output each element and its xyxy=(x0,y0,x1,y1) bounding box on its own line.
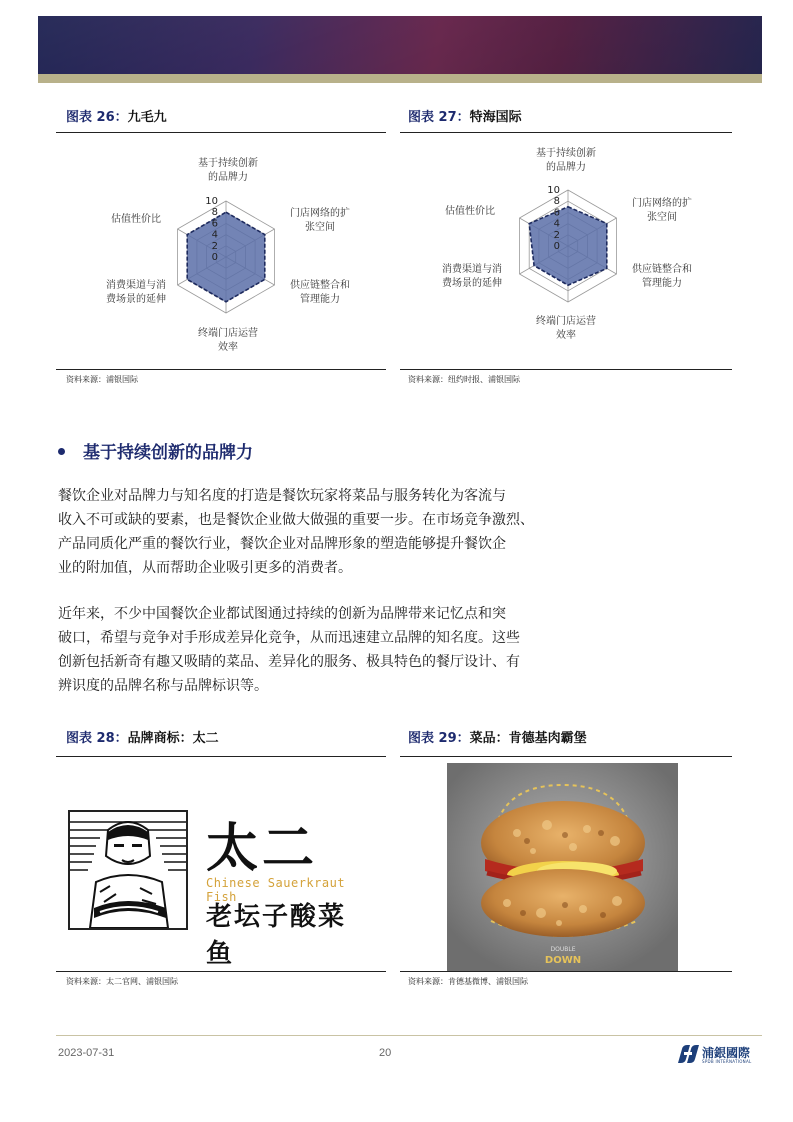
paragraph-line: 收入不可或缺的要素，也是餐饮企业做大做强的重要一步。在市场竞争激烈、 xyxy=(58,512,534,528)
figure-28-name: 品牌商标：太二 xyxy=(127,731,219,746)
radar-tick-label: 0 xyxy=(211,252,218,263)
paragraph-line: 辨识度的品牌名称与品牌标识等。 xyxy=(58,678,268,694)
radar-tick-label: 8 xyxy=(211,207,218,219)
figure-28-bottom-rule xyxy=(56,971,386,972)
radar-tick-label: 4 xyxy=(211,229,218,241)
radar-tick-label: 4 xyxy=(553,218,560,230)
radar-axis-label: 估值性价比 xyxy=(111,214,161,225)
taier-logo xyxy=(62,800,372,969)
radar-tick-label: 10 xyxy=(547,185,560,196)
paragraph-line: 餐饮企业对品牌力与知名度的打造是餐饮玩家将菜品与服务转化为客流与 xyxy=(58,488,506,504)
bullet-dot xyxy=(58,448,65,455)
figure-27-name: 特海国际 xyxy=(469,110,522,125)
radar-svg xyxy=(400,140,732,368)
figure-29-label: 图表 29： xyxy=(408,731,470,746)
figure-28-top-rule xyxy=(56,756,386,757)
taier-logo-english: Chinese Sauerkraut Fish xyxy=(206,876,346,904)
burger-badge-line2: DOWN xyxy=(544,955,582,966)
radar-data-area xyxy=(529,207,607,285)
figure-29-title xyxy=(408,727,587,746)
page-number: 20 xyxy=(379,1047,392,1059)
radar-axis-label: 基于持续创新的品牌力 xyxy=(198,158,258,183)
figure-26-top-rule xyxy=(56,132,386,133)
paragraph-line: 近年来，不少中国餐饮企业都试图通过持续的创新为品牌带来记忆点和突 xyxy=(58,606,506,622)
radar-chart-jiumaojiu xyxy=(56,140,386,368)
figure-28-label: 图表 28： xyxy=(66,731,128,746)
radar-axis-label: 终端门店运营效率 xyxy=(536,316,596,341)
figure-29-source: 资料来源：肯德基微博、浦银国际 xyxy=(408,977,528,986)
radar-chart-tehai xyxy=(400,140,732,368)
figure-27-title xyxy=(408,106,522,125)
figure-26-source: 资料来源：浦银国际 xyxy=(66,375,138,384)
radar-axis-label: 估值性价比 xyxy=(445,206,495,217)
taier-mascot-image xyxy=(68,810,188,930)
figure-27-top-rule xyxy=(400,132,732,133)
figure-27-source: 资料来源：纽约时报、浦银国际 xyxy=(408,375,520,384)
paragraph-2 xyxy=(58,602,598,698)
figure-29-name: 菜品：肯德基肉霸堡 xyxy=(469,731,587,746)
radar-tick-label: 8 xyxy=(553,196,560,208)
figure-29-top-rule xyxy=(400,756,732,757)
radar-axis-label: 基于持续创新的品牌力 xyxy=(536,148,596,173)
figure-26-bottom-rule xyxy=(56,369,386,370)
figure-28-title xyxy=(66,727,219,746)
burger-badge-line1: DOUBLE xyxy=(550,946,576,953)
figure-27-label: 图表 27： xyxy=(408,110,470,125)
radar-axis-label: 终端门店运营效率 xyxy=(198,328,258,353)
radar-tick-label: 0 xyxy=(553,241,560,252)
figure-27-bottom-rule xyxy=(400,369,732,370)
figure-29-bottom-rule xyxy=(400,971,732,972)
footer-date: 2023-07-31 xyxy=(58,1047,115,1059)
paragraph-line: 创新包括新奇有趣又吸睛的菜品、差异化的服务、极具特色的餐厅设计、有 xyxy=(58,654,520,670)
header-stripe xyxy=(38,74,762,83)
figure-28-source: 资料来源：太二官网、浦银国际 xyxy=(66,977,178,986)
radar-tick-label: 2 xyxy=(553,229,560,241)
figure-26-title xyxy=(66,106,167,125)
paragraph-line: 破口，希望与竞争对手形成差异化竞争，从而迅速建立品牌的知名度。这些 xyxy=(58,630,520,646)
radar-axis-label: 供应链整合和管理能力 xyxy=(632,264,692,289)
spdb-logo-cn: 浦銀國際 xyxy=(702,1046,751,1060)
radar-svg xyxy=(56,140,386,368)
spdb-logo-icon xyxy=(676,1043,700,1065)
radar-axis-label: 消费渠道与消费场景的延伸 xyxy=(442,264,502,289)
radar-axis-label: 门店网络的扩张空间 xyxy=(632,198,692,223)
spdb-logo-en: SPDB INTERNATIONAL xyxy=(702,1059,752,1064)
radar-tick-label: 2 xyxy=(211,240,218,252)
radar-tick-label: 10 xyxy=(205,196,218,207)
radar-tick-label: 6 xyxy=(553,207,560,219)
taier-logo-chinese: 老坛子酸菜鱼 xyxy=(206,902,347,969)
radar-tick-label: 6 xyxy=(211,218,218,230)
taier-logo-big-text: 太二 xyxy=(206,819,319,879)
figure-26-label: 图表 26： xyxy=(66,110,128,125)
header-banner-shade xyxy=(38,16,762,74)
kfc-burger-image xyxy=(447,763,678,971)
radar-axis-label: 消费渠道与消费场景的延伸 xyxy=(106,280,166,305)
footer-rule xyxy=(56,1035,762,1036)
radar-axis-label: 门店网络的扩张空间 xyxy=(290,208,350,233)
section-heading xyxy=(58,438,253,463)
radar-axis-label: 供应链整合和管理能力 xyxy=(290,280,350,305)
radar-data-area xyxy=(187,212,265,302)
paragraph-1 xyxy=(58,484,598,580)
spdb-logo xyxy=(676,1043,766,1067)
section-heading-text: 基于持续创新的品牌力 xyxy=(83,443,253,463)
figure-26-name: 九毛九 xyxy=(127,110,167,125)
paragraph-line: 业的附加值，从而帮助企业吸引更多的消费者。 xyxy=(58,560,352,576)
paragraph-line: 产品同质化严重的餐饮行业，餐饮企业对品牌形象的塑造能够提升餐饮企 xyxy=(58,536,506,552)
